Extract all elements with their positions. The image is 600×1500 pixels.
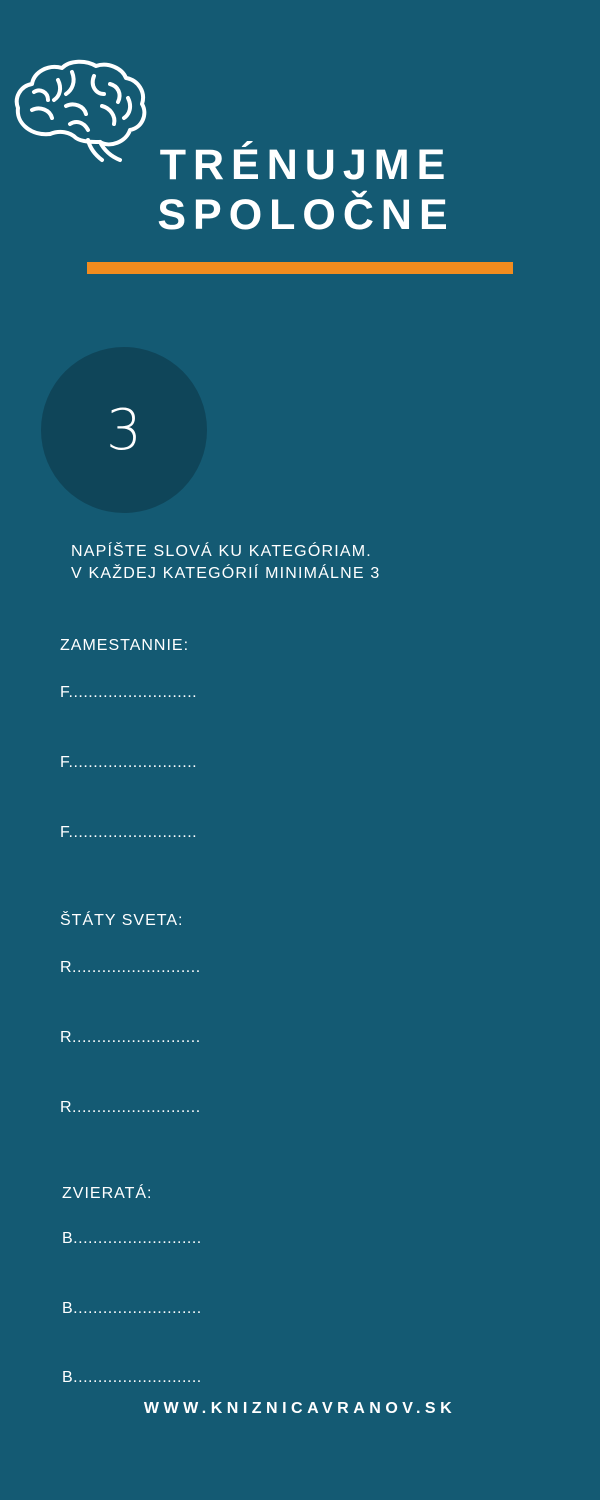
- answer-line[interactable]: B..........................: [62, 1230, 202, 1247]
- brain-icon: [10, 58, 152, 166]
- website-link[interactable]: WWW.KNIZNICAVRANOV.SK: [143, 1400, 457, 1417]
- answer-line[interactable]: B..........................: [62, 1300, 202, 1317]
- accent-divider: [87, 262, 513, 274]
- answer-line[interactable]: B..........................: [62, 1369, 202, 1386]
- title-line-1: TRÉNUJME: [159, 141, 453, 189]
- step-number: 3: [106, 397, 142, 463]
- category-title: ZVIERATÁ:: [62, 1185, 153, 1202]
- category-title: ŠTÁTY SVETA:: [60, 912, 184, 929]
- answer-line[interactable]: R..........................: [60, 1099, 201, 1116]
- category-countries: [60, 910, 360, 1120]
- answer-line[interactable]: F..........................: [60, 684, 198, 701]
- category-title: ZAMESTANNIE:: [60, 637, 190, 654]
- instructions-line-1: NAPÍŠTE SLOVÁ KU KATEGÓRIAM.: [71, 543, 372, 560]
- answer-line[interactable]: F..........................: [60, 824, 198, 841]
- category-animals: [62, 1183, 362, 1393]
- instructions-line-2: V KAŽDEJ KATEGÓRIÍ MINIMÁLNE 3: [71, 565, 381, 582]
- instructions: [71, 541, 531, 585]
- answer-line[interactable]: F..........................: [60, 754, 198, 771]
- step-circle: [41, 347, 207, 513]
- page-title: [136, 140, 476, 240]
- answer-line[interactable]: R..........................: [60, 959, 201, 976]
- title-line-2: SPOLOČNE: [157, 191, 455, 239]
- answer-line[interactable]: R..........................: [60, 1029, 201, 1046]
- category-occupations: [60, 635, 360, 845]
